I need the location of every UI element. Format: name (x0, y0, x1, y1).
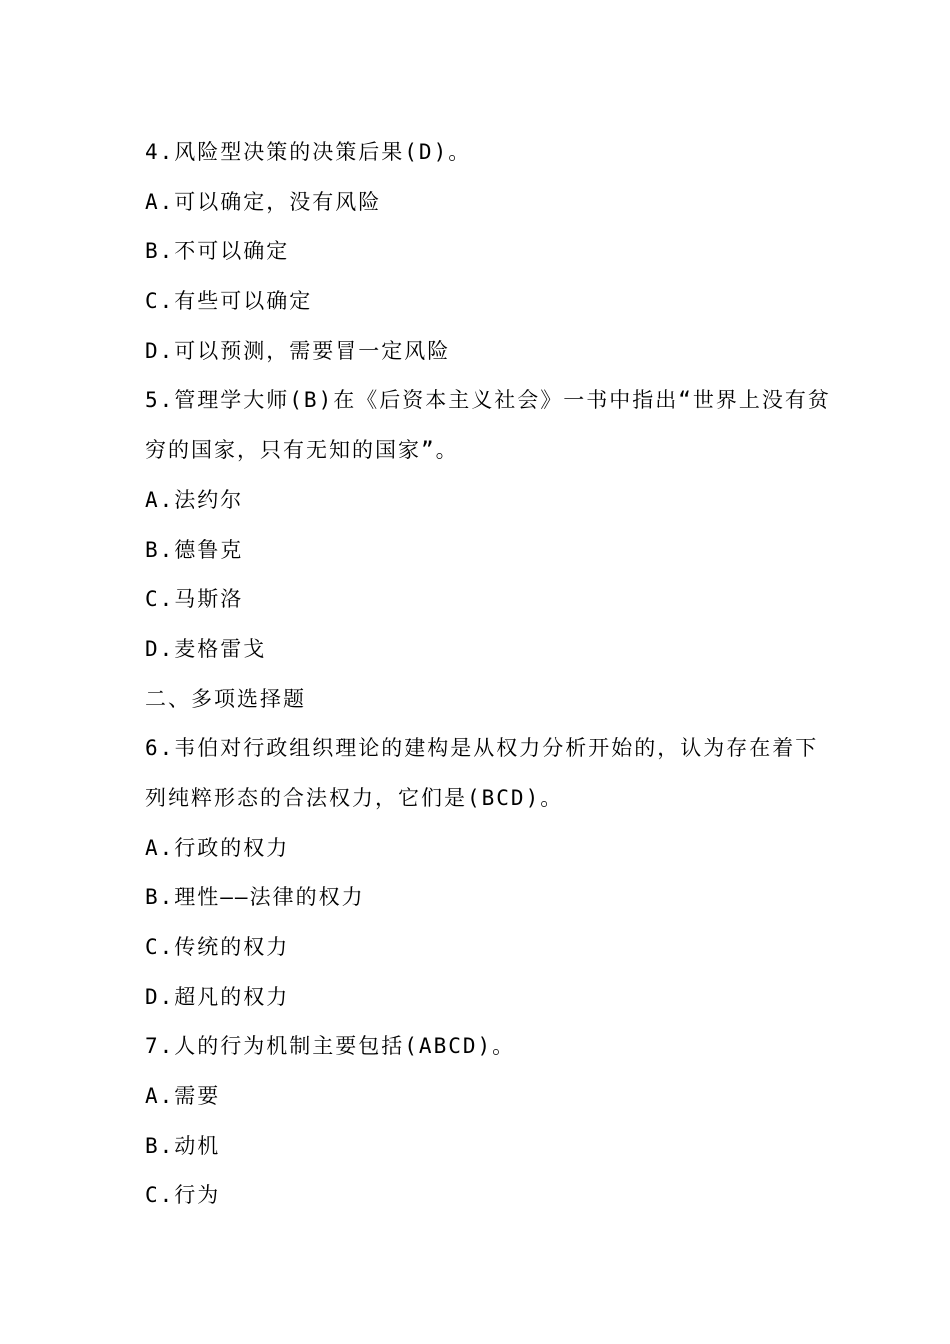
question-6-option-d: D.超凡的权力 (145, 984, 290, 1009)
document-body (145, 133, 831, 1226)
question-7-option-c: C.行为 (145, 1183, 221, 1208)
question-4-option-b: B.不可以确定 (145, 239, 290, 264)
question-6-option-b: B.理性——法律的权力 (145, 885, 365, 910)
section-heading: 二、多项选择题 (145, 686, 306, 711)
question-5-line-1: 5.管理学大师(B)在《后资本主义社会》一书中指出“世界上没有贫 (145, 388, 831, 413)
question-4-option-d: D.可以预测，需要冒一定风险 (145, 338, 451, 363)
question-6-line-1: 6.韦伯对行政组织理论的建构是从权力分析开始的，认为存在着下 (145, 736, 819, 761)
question-6-option-a: A.行政的权力 (145, 835, 290, 860)
question-6-option-c: C.传统的权力 (145, 935, 290, 959)
question-4-option-a: A.可以确定，没有风险 (145, 189, 382, 214)
question-7: 7.人的行为机制主要包括(ABCD)。 (145, 1034, 516, 1059)
question-4: 4.风险型决策的决策后果(D)。 (145, 140, 472, 164)
question-5-option-d: D.麦格雷戈 (145, 636, 267, 661)
question-7-option-a: A.需要 (145, 1084, 221, 1109)
question-6-line-2: 列纯粹形态的合法权力，它们是(BCD)。 (145, 785, 564, 810)
question-5-option-c: C.马斯洛 (145, 587, 244, 612)
question-7-option-b: B.动机 (145, 1133, 221, 1158)
question-5-option-b: B.德鲁克 (145, 537, 244, 562)
question-4-option-c: C.有些可以确定 (145, 289, 313, 314)
question-5-line-2: 穷的国家，只有无知的国家”。 (145, 438, 459, 463)
question-5-option-a: A.法约尔 (145, 487, 244, 512)
